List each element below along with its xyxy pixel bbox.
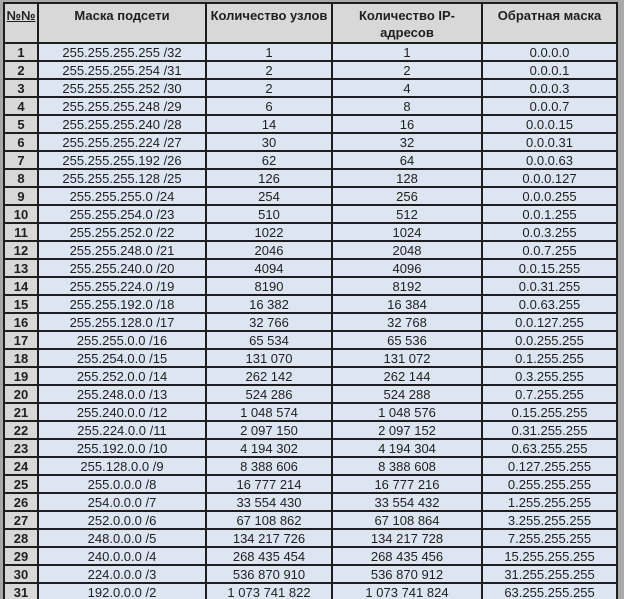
host-count-cell: 4094 xyxy=(206,259,332,277)
host-count-cell: 510 xyxy=(206,205,332,223)
table-row xyxy=(4,241,617,259)
subnet-mask-cell: 255.255.240.0 /20 xyxy=(38,259,206,277)
row-number-cell: 17 xyxy=(4,331,38,349)
ip-count-cell: 524 288 xyxy=(332,385,482,403)
ip-count-cell: 262 144 xyxy=(332,367,482,385)
ip-count-cell: 16 777 216 xyxy=(332,475,482,493)
host-count-cell: 16 382 xyxy=(206,295,332,313)
table-row xyxy=(4,367,617,385)
row-number-cell: 1 xyxy=(4,43,38,61)
wildcard-mask-cell: 0.0.0.3 xyxy=(482,79,617,97)
wildcard-mask-cell: 0.0.0.7 xyxy=(482,97,617,115)
table-body xyxy=(4,43,617,599)
wildcard-mask-cell: 0.63.255.255 xyxy=(482,439,617,457)
row-number-cell: 29 xyxy=(4,547,38,565)
subnet-mask-cell: 255.255.254.0 /23 xyxy=(38,205,206,223)
ip-count-cell: 67 108 864 xyxy=(332,511,482,529)
row-number-cell: 7 xyxy=(4,151,38,169)
wildcard-mask-cell: 0.0.0.1 xyxy=(482,61,617,79)
subnet-mask-cell: 254.0.0.0 /7 xyxy=(38,493,206,511)
wildcard-mask-cell: 0.0.63.255 xyxy=(482,295,617,313)
ip-count-cell: 16 384 xyxy=(332,295,482,313)
ip-count-cell: 512 xyxy=(332,205,482,223)
subnet-mask-cell: 255.255.255.192 /26 xyxy=(38,151,206,169)
ip-count-cell: 2048 xyxy=(332,241,482,259)
table-row xyxy=(4,205,617,223)
table-row xyxy=(4,457,617,475)
host-count-cell: 4 194 302 xyxy=(206,439,332,457)
table-row xyxy=(4,475,617,493)
subnet-mask-cell: 255.255.255.0 /24 xyxy=(38,187,206,205)
col-header-number-label: №№ xyxy=(6,8,36,23)
ip-count-cell: 1 xyxy=(332,43,482,61)
col-header-ip-count: Количество IP-адресов xyxy=(332,3,482,43)
wildcard-mask-cell: 0.127.255.255 xyxy=(482,457,617,475)
wildcard-mask-cell: 0.1.255.255 xyxy=(482,349,617,367)
subnet-mask-cell: 240.0.0.0 /4 xyxy=(38,547,206,565)
host-count-cell: 134 217 726 xyxy=(206,529,332,547)
ip-count-cell: 65 536 xyxy=(332,331,482,349)
subnet-mask-cell: 255.255.248.0 /21 xyxy=(38,241,206,259)
host-count-cell: 131 070 xyxy=(206,349,332,367)
ip-count-cell: 8192 xyxy=(332,277,482,295)
table-row xyxy=(4,565,617,583)
row-number-cell: 2 xyxy=(4,61,38,79)
host-count-cell: 254 xyxy=(206,187,332,205)
host-count-cell: 1022 xyxy=(206,223,332,241)
subnet-mask-cell: 255.255.255.248 /29 xyxy=(38,97,206,115)
row-number-cell: 30 xyxy=(4,565,38,583)
row-number-cell: 4 xyxy=(4,97,38,115)
col-header-wildcard-mask: Обратная маска xyxy=(482,3,617,43)
row-number-cell: 21 xyxy=(4,403,38,421)
row-number-cell: 16 xyxy=(4,313,38,331)
wildcard-mask-cell: 0.0.127.255 xyxy=(482,313,617,331)
ip-count-cell: 134 217 728 xyxy=(332,529,482,547)
table-row xyxy=(4,511,617,529)
table-row xyxy=(4,187,617,205)
ip-count-cell: 4096 xyxy=(332,259,482,277)
host-count-cell: 62 xyxy=(206,151,332,169)
subnet-mask-cell: 192.0.0.0 /2 xyxy=(38,583,206,599)
ip-count-cell: 131 072 xyxy=(332,349,482,367)
table-row xyxy=(4,349,617,367)
row-number-cell: 14 xyxy=(4,277,38,295)
table-row xyxy=(4,61,617,79)
host-count-cell: 6 xyxy=(206,97,332,115)
ip-count-cell: 2 xyxy=(332,61,482,79)
row-number-cell: 20 xyxy=(4,385,38,403)
table-row xyxy=(4,259,617,277)
wildcard-mask-cell: 0.0.0.255 xyxy=(482,187,617,205)
subnet-mask-cell: 255.0.0.0 /8 xyxy=(38,475,206,493)
subnet-mask-cell: 255.252.0.0 /14 xyxy=(38,367,206,385)
wildcard-mask-cell: 0.0.0.15 xyxy=(482,115,617,133)
wildcard-mask-cell: 1.255.255.255 xyxy=(482,493,617,511)
wildcard-mask-cell: 31.255.255.255 xyxy=(482,565,617,583)
subnet-mask-cell: 255.255.255.254 /31 xyxy=(38,61,206,79)
subnet-mask-cell: 255.255.252.0 /22 xyxy=(38,223,206,241)
row-number-cell: 26 xyxy=(4,493,38,511)
host-count-cell: 536 870 910 xyxy=(206,565,332,583)
table-row xyxy=(4,583,617,599)
ip-count-cell: 32 768 xyxy=(332,313,482,331)
row-number-cell: 8 xyxy=(4,169,38,187)
table-row xyxy=(4,385,617,403)
row-number-cell: 5 xyxy=(4,115,38,133)
wildcard-mask-cell: 3.255.255.255 xyxy=(482,511,617,529)
row-number-cell: 24 xyxy=(4,457,38,475)
ip-count-cell: 4 194 304 xyxy=(332,439,482,457)
wildcard-mask-cell: 0.0.31.255 xyxy=(482,277,617,295)
host-count-cell: 1 048 574 xyxy=(206,403,332,421)
subnet-mask-cell: 255.255.255.128 /25 xyxy=(38,169,206,187)
subnet-mask-cell: 255.255.0.0 /16 xyxy=(38,331,206,349)
ip-count-cell: 1024 xyxy=(332,223,482,241)
ip-count-cell: 64 xyxy=(332,151,482,169)
row-number-cell: 10 xyxy=(4,205,38,223)
row-number-cell: 13 xyxy=(4,259,38,277)
wildcard-mask-cell: 0.0.0.0 xyxy=(482,43,617,61)
subnet-mask-table xyxy=(3,2,618,599)
ip-count-cell: 32 xyxy=(332,133,482,151)
row-number-cell: 23 xyxy=(4,439,38,457)
host-count-cell: 32 766 xyxy=(206,313,332,331)
wildcard-mask-cell: 0.0.0.63 xyxy=(482,151,617,169)
table-row xyxy=(4,133,617,151)
ip-count-cell: 4 xyxy=(332,79,482,97)
host-count-cell: 2046 xyxy=(206,241,332,259)
subnet-mask-cell: 255.255.255.255 /32 xyxy=(38,43,206,61)
host-count-cell: 126 xyxy=(206,169,332,187)
ip-count-cell: 256 xyxy=(332,187,482,205)
subnet-mask-cell: 252.0.0.0 /6 xyxy=(38,511,206,529)
wildcard-mask-cell: 0.3.255.255 xyxy=(482,367,617,385)
subnet-mask-cell: 255.128.0.0 /9 xyxy=(38,457,206,475)
host-count-cell: 2 xyxy=(206,79,332,97)
ip-count-cell: 8 388 608 xyxy=(332,457,482,475)
host-count-cell: 67 108 862 xyxy=(206,511,332,529)
wildcard-mask-cell: 0.0.255.255 xyxy=(482,331,617,349)
wildcard-mask-cell: 0.0.3.255 xyxy=(482,223,617,241)
subnet-mask-cell: 255.255.128.0 /17 xyxy=(38,313,206,331)
wildcard-mask-cell: 0.31.255.255 xyxy=(482,421,617,439)
table-row xyxy=(4,295,617,313)
host-count-cell: 65 534 xyxy=(206,331,332,349)
host-count-cell: 14 xyxy=(206,115,332,133)
ip-count-cell: 2 097 152 xyxy=(332,421,482,439)
ip-count-cell: 536 870 912 xyxy=(332,565,482,583)
wildcard-mask-cell: 0.0.0.31 xyxy=(482,133,617,151)
table-row xyxy=(4,403,617,421)
row-number-cell: 6 xyxy=(4,133,38,151)
host-count-cell: 16 777 214 xyxy=(206,475,332,493)
subnet-mask-cell: 255.255.192.0 /18 xyxy=(38,295,206,313)
row-number-cell: 28 xyxy=(4,529,38,547)
table-row xyxy=(4,151,617,169)
ip-count-cell: 268 435 456 xyxy=(332,547,482,565)
wildcard-mask-cell: 0.7.255.255 xyxy=(482,385,617,403)
host-count-cell: 30 xyxy=(206,133,332,151)
ip-count-cell: 33 554 432 xyxy=(332,493,482,511)
host-count-cell: 262 142 xyxy=(206,367,332,385)
host-count-cell: 1 073 741 822 xyxy=(206,583,332,599)
row-number-cell: 22 xyxy=(4,421,38,439)
ip-count-cell: 1 048 576 xyxy=(332,403,482,421)
col-header-number xyxy=(4,3,38,43)
col-header-host-count: Количество узлов xyxy=(206,3,332,43)
subnet-mask-cell: 255.224.0.0 /11 xyxy=(38,421,206,439)
host-count-cell: 268 435 454 xyxy=(206,547,332,565)
host-count-cell: 524 286 xyxy=(206,385,332,403)
table-row xyxy=(4,331,617,349)
row-number-cell: 9 xyxy=(4,187,38,205)
wildcard-mask-cell: 0.15.255.255 xyxy=(482,403,617,421)
host-count-cell: 1 xyxy=(206,43,332,61)
table-row xyxy=(4,169,617,187)
subnet-mask-cell: 255.255.224.0 /19 xyxy=(38,277,206,295)
subnet-mask-cell: 255.192.0.0 /10 xyxy=(38,439,206,457)
row-number-cell: 25 xyxy=(4,475,38,493)
row-number-cell: 27 xyxy=(4,511,38,529)
ip-count-cell: 1 073 741 824 xyxy=(332,583,482,599)
host-count-cell: 8 388 606 xyxy=(206,457,332,475)
row-number-cell: 11 xyxy=(4,223,38,241)
subnet-mask-cell: 255.248.0.0 /13 xyxy=(38,385,206,403)
table-row xyxy=(4,223,617,241)
host-count-cell: 2 xyxy=(206,61,332,79)
table-row xyxy=(4,439,617,457)
header-row xyxy=(4,3,617,43)
ip-count-cell: 8 xyxy=(332,97,482,115)
col-header-subnet-mask: Маска подсети xyxy=(38,3,206,43)
wildcard-mask-cell: 0.0.1.255 xyxy=(482,205,617,223)
table-row xyxy=(4,547,617,565)
subnet-mask-cell: 255.254.0.0 /15 xyxy=(38,349,206,367)
wildcard-mask-cell: 0.0.15.255 xyxy=(482,259,617,277)
table-row xyxy=(4,529,617,547)
wildcard-mask-cell: 0.0.0.127 xyxy=(482,169,617,187)
table-row xyxy=(4,277,617,295)
row-number-cell: 18 xyxy=(4,349,38,367)
host-count-cell: 2 097 150 xyxy=(206,421,332,439)
wildcard-mask-cell: 7.255.255.255 xyxy=(482,529,617,547)
table-row xyxy=(4,313,617,331)
row-number-cell: 15 xyxy=(4,295,38,313)
wildcard-mask-cell: 0.0.7.255 xyxy=(482,241,617,259)
subnet-mask-cell: 255.240.0.0 /12 xyxy=(38,403,206,421)
table-row xyxy=(4,97,617,115)
ip-count-cell: 16 xyxy=(332,115,482,133)
subnet-mask-cell: 255.255.255.224 /27 xyxy=(38,133,206,151)
host-count-cell: 33 554 430 xyxy=(206,493,332,511)
table-row xyxy=(4,43,617,61)
row-number-cell: 12 xyxy=(4,241,38,259)
table-row xyxy=(4,493,617,511)
ip-count-cell: 128 xyxy=(332,169,482,187)
table-row xyxy=(4,421,617,439)
subnet-mask-cell: 248.0.0.0 /5 xyxy=(38,529,206,547)
subnet-mask-cell: 224.0.0.0 /3 xyxy=(38,565,206,583)
row-number-cell: 31 xyxy=(4,583,38,599)
row-number-cell: 19 xyxy=(4,367,38,385)
row-number-cell: 3 xyxy=(4,79,38,97)
host-count-cell: 8190 xyxy=(206,277,332,295)
subnet-mask-cell: 255.255.255.252 /30 xyxy=(38,79,206,97)
table-row xyxy=(4,79,617,97)
subnet-mask-cell: 255.255.255.240 /28 xyxy=(38,115,206,133)
table-row xyxy=(4,115,617,133)
wildcard-mask-cell: 15.255.255.255 xyxy=(482,547,617,565)
wildcard-mask-cell: 0.255.255.255 xyxy=(482,475,617,493)
wildcard-mask-cell: 63.255.255.255 xyxy=(482,583,617,599)
